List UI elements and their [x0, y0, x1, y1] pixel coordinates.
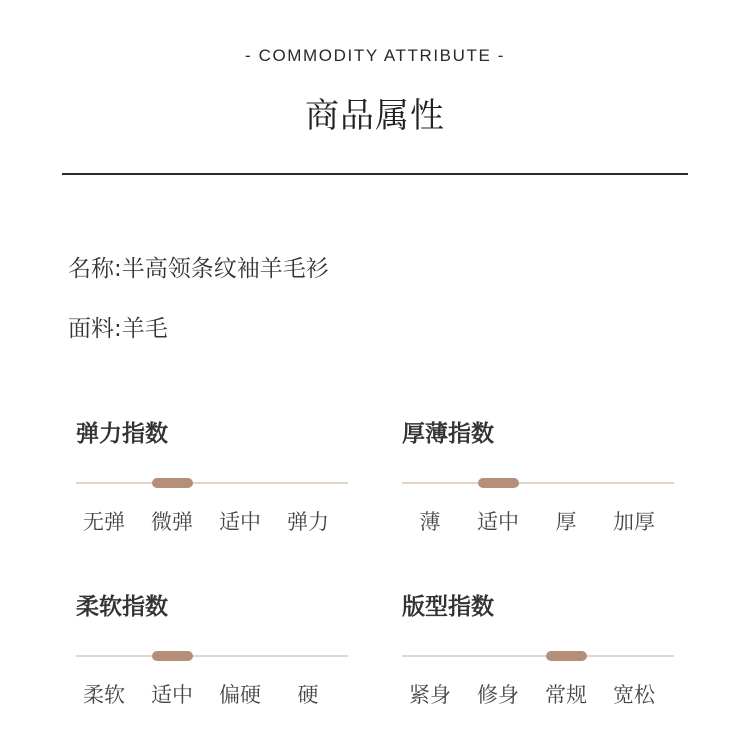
section-divider	[62, 173, 688, 175]
thickness-option: 厚	[555, 510, 577, 534]
fit-option: 宽松	[613, 683, 655, 707]
fit-option: 常规	[545, 683, 587, 707]
fit-index	[402, 588, 674, 718]
fit-index-track	[402, 655, 674, 657]
softness-option: 偏硬	[219, 683, 261, 707]
thickness-index-title: 厚薄指数	[402, 421, 494, 447]
softness-index-indicator	[152, 651, 193, 661]
elasticity-option: 适中	[219, 510, 261, 534]
elasticity-index-title: 弹力指数	[76, 421, 168, 447]
fit-index-title: 版型指数	[402, 594, 494, 620]
softness-option: 适中	[151, 683, 193, 707]
fit-option: 紧身	[409, 683, 451, 707]
elasticity-option: 弹力	[287, 510, 329, 534]
softness-index	[76, 588, 348, 718]
thickness-option: 薄	[419, 510, 441, 534]
thickness-index	[402, 415, 674, 545]
thickness-index-indicator	[478, 478, 519, 488]
elasticity-index	[76, 415, 348, 545]
softness-index-track	[76, 655, 348, 657]
section-subtitle: - COMMODITY ATTRIBUTE -	[245, 46, 505, 65]
elasticity-index-indicator	[152, 478, 193, 488]
softness-option: 柔软	[83, 683, 125, 707]
fit-index-indicator	[546, 651, 587, 661]
softness-option: 硬	[297, 683, 319, 707]
attribute-fabric: 面料:羊毛	[68, 316, 168, 342]
thickness-option: 适中	[477, 510, 519, 534]
attribute-name: 名称:半高领条纹袖羊毛衫	[68, 256, 329, 282]
thickness-option: 加厚	[613, 510, 655, 534]
elasticity-index-options	[76, 506, 348, 534]
section-title: 商品属性	[305, 96, 445, 136]
elasticity-index-track	[76, 482, 348, 484]
softness-index-title: 柔软指数	[76, 594, 168, 620]
fit-option: 修身	[477, 683, 519, 707]
elasticity-option: 无弹	[83, 510, 125, 534]
fit-index-options	[402, 679, 674, 707]
thickness-index-options	[402, 506, 674, 534]
thickness-index-track	[402, 482, 674, 484]
softness-index-options	[76, 679, 348, 707]
elasticity-option: 微弹	[151, 510, 193, 534]
